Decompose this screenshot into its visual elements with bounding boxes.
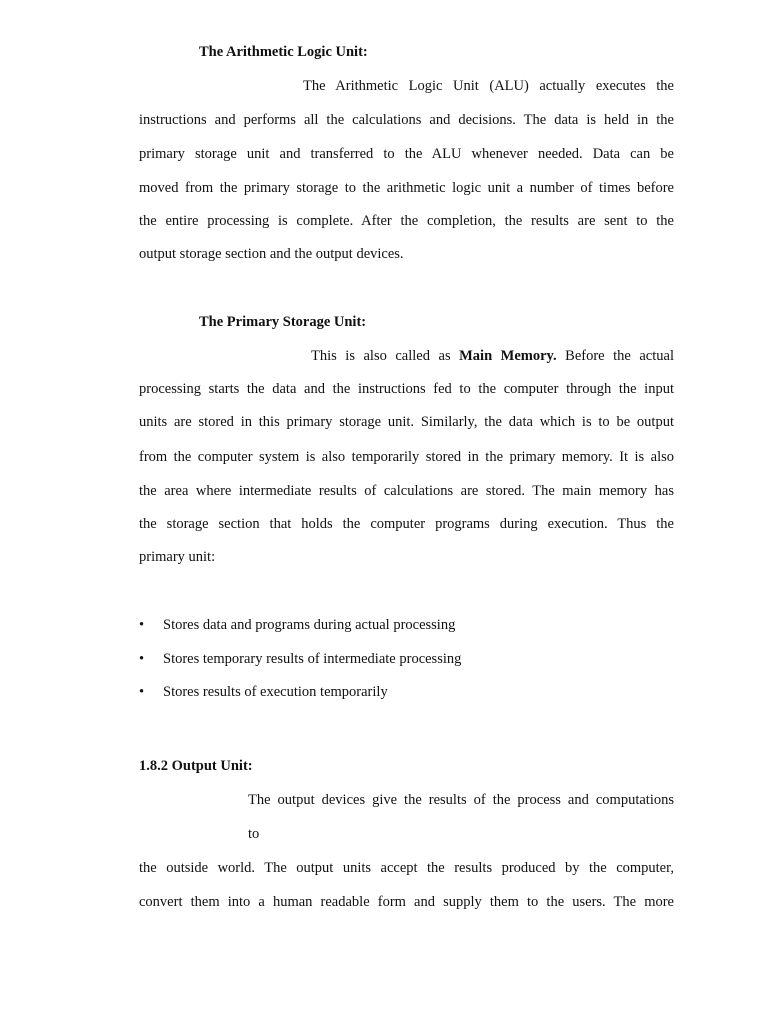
primary-line-6: the storage section that holds the computer programs during execution. Thus the — [139, 516, 674, 532]
alu-line-2: instructions and performs all the calculations and decisions. The data is held in the — [139, 112, 674, 128]
bullet-icon: • — [139, 617, 145, 633]
alu-line-1: The Arithmetic Logic Unit (ALU) actually executes the — [303, 78, 674, 94]
primary-line-2: processing starts the data and the instructions fed to the computer through the input — [139, 381, 674, 397]
output-line-1: The output devices give the results of the process and computations — [248, 792, 674, 808]
primary-line-1-post: Before the actual — [556, 348, 674, 364]
bullet-text: Stores data and programs during actual processing — [163, 617, 456, 633]
bullet-icon: • — [139, 651, 145, 667]
output-line-4: convert them into a human readable form and supply them to the users. The more — [139, 894, 674, 910]
alu-line-5: the entire processing is complete. After the completion, the results are sent to the — [139, 213, 674, 229]
alu-heading: The Arithmetic Logic Unit: — [199, 44, 368, 60]
alu-line-4: moved from the primary storage to the arithmetic logic unit a number of times before — [139, 180, 674, 196]
bullet-text: Stores results of execution temporarily — [163, 684, 388, 700]
alu-line-3: primary storage unit and transferred to the ALU whenever needed. Data can be — [139, 146, 674, 162]
output-heading: 1.8.2 Output Unit: — [139, 758, 253, 774]
primary-line-4: from the computer system is also temporarily stored in the primary memory. It is also — [139, 449, 674, 465]
bullet-icon: • — [139, 684, 145, 700]
primary-line-7: primary unit: — [139, 549, 216, 565]
alu-line-6: output storage section and the output devices. — [139, 246, 404, 262]
primary-heading: The Primary Storage Unit: — [199, 314, 367, 330]
primary-line-3: units are stored in this primary storage unit. Similarly, the data which is to be output — [139, 414, 674, 430]
primary-line-5: the area where intermediate results of calculations are stored. The main memory has — [139, 483, 674, 499]
output-line-3: the outside world. The output units accept the results produced by the computer, — [139, 860, 674, 876]
output-line-2: to — [248, 826, 260, 842]
bullet-text: Stores temporary results of intermediate processing — [163, 651, 462, 667]
main-memory-term: Main Memory. — [459, 348, 557, 364]
primary-line-1 — [311, 347, 674, 365]
primary-line-1-pre: This is also called as — [311, 348, 460, 364]
